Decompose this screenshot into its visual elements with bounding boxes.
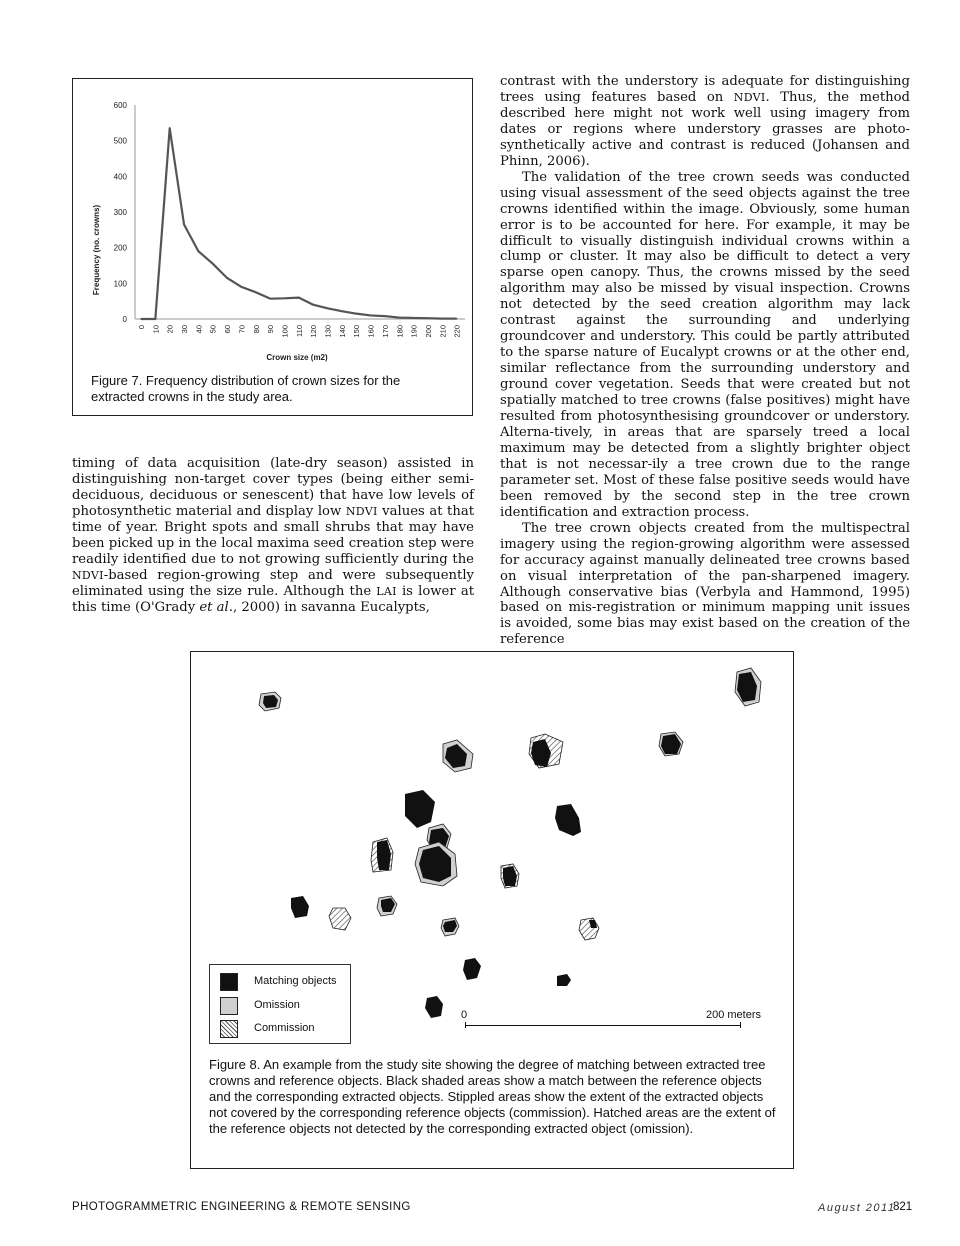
- chart-x-tick-label: 60: [223, 325, 233, 334]
- right-paragraph-3: The tree crown objects created from the multispectral imagery using the region-growing algorithm were assessed for accuracy against manually delineated tree crowns based on visual interpretation of the pan-sharpened imagery. Although conservative bias (Verbyla and Hammond, 1995) based on mis-registration or minimum mapping unit issues is avoided, some bias may exist based on the creation of the reference: [500, 520, 910, 648]
- scale-end-label: 200 meters: [705, 1009, 761, 1021]
- chart-data-point: [398, 317, 400, 319]
- omission-swatch: [220, 997, 238, 1015]
- chart-y-tick-label: 400: [113, 172, 127, 182]
- chart-x-tick-label: 50: [208, 325, 218, 334]
- chart-x-tick-label: 10: [151, 325, 161, 334]
- right-column-text: [500, 74, 910, 648]
- chart-x-tick-label: 40: [194, 325, 204, 334]
- chart-x-tick-label: 200: [423, 325, 433, 338]
- chart-data-point: [341, 310, 343, 312]
- matching-swatch: [220, 973, 238, 991]
- chart-data-point: [155, 318, 157, 320]
- legend-label-omission: Omission: [254, 999, 300, 1011]
- chart-x-tick-label: 150: [352, 325, 362, 338]
- chart-data-point: [442, 318, 444, 320]
- chart-x-tick-label: 20: [165, 325, 175, 334]
- chart-data-point: [212, 263, 214, 265]
- crown-object: [291, 896, 309, 918]
- chart-y-tick-label: 200: [113, 243, 127, 253]
- crown-object: [579, 918, 599, 940]
- chart-x-tick-label: 140: [337, 325, 347, 338]
- crown-size-chart: [73, 79, 472, 369]
- chart-x-tick-label: 220: [452, 325, 462, 338]
- figure-8: [190, 651, 794, 1169]
- crown-object: [405, 790, 435, 828]
- crown-object: [555, 804, 581, 836]
- footer-journal-name: PHOTOGRAMMETRIC ENGINEERING & REMOTE SENSING: [72, 1201, 411, 1213]
- scale-line: [465, 1025, 741, 1026]
- chart-data-point: [327, 308, 329, 310]
- right-paragraph-2: The validation of the tree crown seeds was conducted using visual assessment of the seed objects against the tree crowns identified within the image. Obviously, some human error is to be accounted for here. For example, it may be difficult to visually distinguish individual crowns within a clump or cluster. It may also be difficult to detect a very sparse open canopy. Thus, the crowns missed by the seed algorithm may also be missed by visual inspection. Crowns not detected by the seed creation algorithm may lack contrast against the surrounding and underlying groundcover and understory. This could be partly attributed to the sparse nature of Eucalypt crowns or at the other end, similar reflectance from the surrounding understory and ground cover vegetation. Seeds that were created but not spatially matched to tree crowns (false positives) might have resulted from photosynthesising groundcover or understory. Alterna-tively, in areas that are sparsely treed a local maximum may be detected from a slightly brighter object that is not necessar-ily a tree crown due to the range parameter set. Most of these false positive seeds would have been removed by the second step in the tree crown identification and extraction process.: [500, 169, 910, 520]
- chart-data-point: [183, 224, 185, 226]
- chart-data-point: [169, 127, 171, 129]
- crown-object: [557, 974, 571, 986]
- chart-x-tick-label: 210: [438, 325, 448, 338]
- chart-x-tick-label: 100: [280, 325, 290, 338]
- crown-object: [425, 996, 443, 1018]
- chart-y-tick-label: 0: [122, 315, 127, 324]
- map-legend: [209, 964, 351, 1044]
- chart-data-point: [298, 297, 300, 299]
- scale-bar: [461, 1009, 761, 1031]
- chart-data-point: [269, 298, 271, 300]
- chart-x-tick-label: 80: [251, 325, 261, 334]
- chart-x-tick-label: 170: [380, 325, 390, 338]
- chart-y-tick-label: 300: [113, 208, 127, 217]
- chart-data-point: [456, 318, 458, 320]
- chart-data-point: [255, 291, 257, 293]
- chart-data-point: [198, 250, 200, 252]
- footer-page-number: 821: [893, 1201, 913, 1213]
- chart-data-point: [427, 317, 429, 319]
- commission-swatch: [220, 1020, 238, 1038]
- chart-x-tick-label: 130: [323, 325, 333, 338]
- figure-7-caption: Figure 7. Frequency distribution of crown sizes for the extracted crowns in the study area.: [91, 373, 401, 404]
- chart-y-tick-label: 500: [113, 136, 127, 146]
- chart-x-tick-label: 90: [266, 325, 276, 334]
- chart-data-point: [284, 298, 286, 300]
- chart-y-tick-label: 100: [113, 279, 127, 289]
- scale-tick-start: [465, 1022, 466, 1028]
- chart-y-axis-label: Frequency (no. crowns): [92, 204, 101, 296]
- left-paragraph-1: timing of data acquisition (late-dry season) assisted in distinguishing non-target cover types (being either semi-deciduous, deciduous or senescent) that have low levels of photosynthetic material and display low NDVI values at that time of year. Bright spots and small shrubs that may have been picked up in the local maxima seed creation step were readily identified due to not growing sufficiently during the NDVI-based region-growing step and were subsequently eliminated using the size rule. Although the LAI is lower at this time (O'Grady et al., 2000) in savanna Eucalypts,: [72, 456, 475, 615]
- chart-data-point: [370, 315, 372, 317]
- chart-data-point: [241, 286, 243, 288]
- chart-data-point: [384, 315, 386, 317]
- legend-label-matching: Matching objects: [254, 975, 337, 987]
- chart-data-point: [355, 313, 357, 315]
- chart-x-axis-label: Crown size (m2): [266, 353, 328, 362]
- figure-8-caption: Figure 8. An example from the study site showing the degree of matching between extracted tree crowns and reference objects. Black shaded areas show a match between the reference objects and the corresponding extracted objects. Stippled areas show the extent of the extracted objects not covered by the corresponding reference objects (commission). Hatched areas are the extent of the reference objects not detected by the corresponding extracted object (omission).: [209, 1057, 776, 1136]
- chart-data-point: [226, 277, 228, 279]
- chart-x-tick-label: 0: [137, 325, 146, 330]
- chart-x-tick-label: 160: [366, 325, 376, 338]
- footer-date: August 2011: [818, 1202, 896, 1214]
- crown-object: [329, 908, 351, 930]
- chart-x-tick-label: 70: [237, 325, 247, 334]
- chart-series-line: [141, 128, 457, 319]
- left-column-text: [72, 456, 474, 616]
- crown-object: [463, 958, 481, 980]
- figure-7: [72, 78, 473, 416]
- chart-data-point: [140, 318, 142, 320]
- chart-x-tick-label: 120: [309, 325, 319, 338]
- scale-start-label: 0: [461, 1009, 468, 1021]
- right-paragraph-1: contrast with the understory is adequate for distinguishing trees using features based on NDVI. Thus, the method described here might not work well using imagery from dates or regions where understory grasses are photo-synthetically active and contrast is reduced (Johansen and Phinn, 2006).: [500, 74, 910, 169]
- chart-x-tick-label: 110: [294, 325, 304, 337]
- chart-x-tick-label: 180: [395, 325, 405, 338]
- chart-data-point: [413, 317, 415, 319]
- chart-x-tick-label: 190: [409, 325, 419, 338]
- chart-x-tick-label: 30: [180, 325, 190, 334]
- chart-data-point: [312, 304, 314, 306]
- scale-tick-end: [740, 1022, 741, 1028]
- chart-y-tick-label: 600: [113, 101, 127, 110]
- legend-label-commission: Commission: [254, 1022, 315, 1034]
